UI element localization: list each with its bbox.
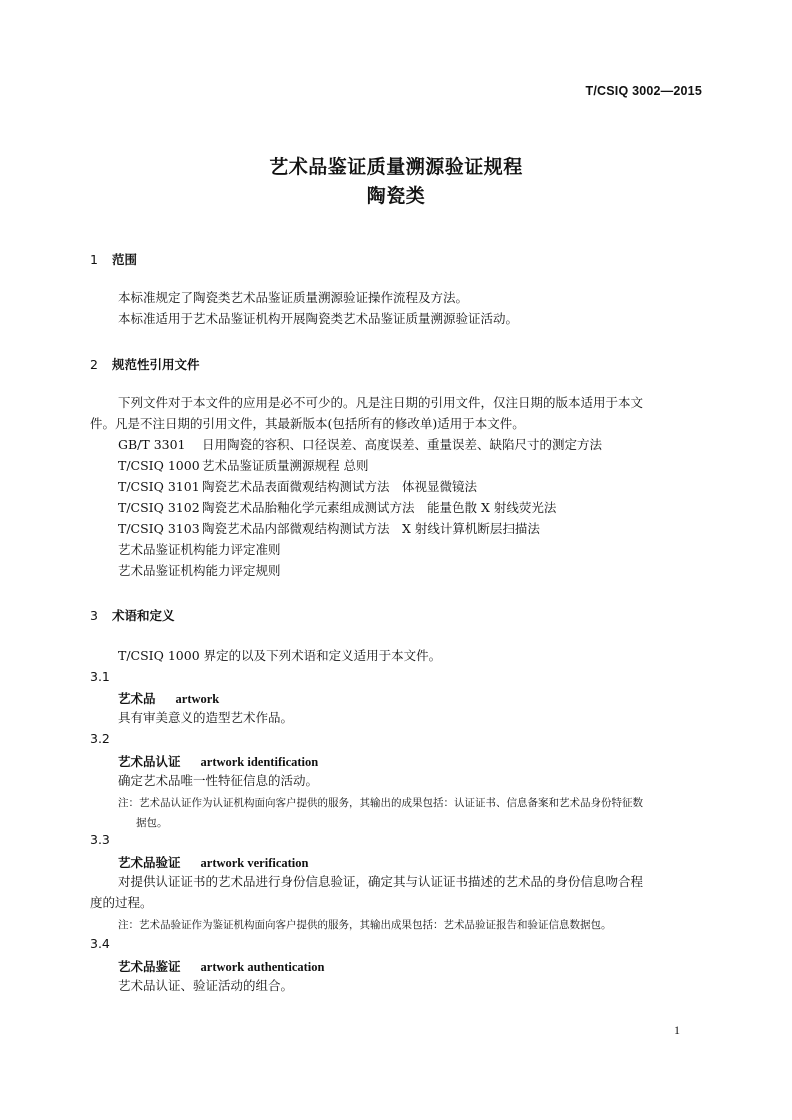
document-subtitle: 陶瓷类 <box>366 185 426 207</box>
term-entry <box>118 957 324 975</box>
reference-code: GB/T 3301 <box>118 437 186 452</box>
term-zh: 艺术品鉴证 <box>118 959 181 974</box>
normative-reference <box>118 458 368 474</box>
section-number: 3 <box>90 608 98 623</box>
reference-title: 陶瓷艺术品内部微观结构测试方法 X 射线计算机断层扫描法 <box>202 521 540 536</box>
term-entry <box>118 752 318 770</box>
normative-reference <box>118 437 602 453</box>
normative-reference <box>118 479 477 495</box>
reference-code: T/CSIQ 3102 <box>118 500 200 515</box>
reference-code: T/CSIQ 3103 <box>118 521 200 536</box>
section-title: 范围 <box>112 252 138 267</box>
page-number: 1 <box>674 1023 680 1037</box>
term-en: artwork authentication <box>200 960 325 974</box>
paragraph: 下列文件对于本文件的应用是必不可少的。凡是注日期的引用文件，仅注日期的版本适用于本文 <box>118 395 644 410</box>
term-definition: 确定艺术品唯一性特征信息的活动。 <box>118 773 319 788</box>
reference-title: 陶瓷艺术品胎釉化学元素组成测试方法 能量色散 X 射线荧光法 <box>202 500 557 515</box>
term-entry <box>118 689 219 707</box>
reference-code: T/CSIQ 3101 <box>118 479 200 494</box>
document-title: 艺术品鉴证质量溯源验证规程 <box>269 156 523 178</box>
section-number: 1 <box>90 252 98 267</box>
term-number: 3.1 <box>90 669 110 684</box>
section-title: 术语和定义 <box>112 608 175 623</box>
normative-reference <box>118 500 556 516</box>
term-note: 注：艺术品验证作为鉴证机构面向客户提供的服务，其输出成果包括：艺术品验证报告和验证信息数据包。 <box>118 919 612 931</box>
paragraph: T/CSIQ 1000 界定的以及下列术语和定义适用于本文件。 <box>118 648 442 663</box>
paragraph: 本标准规定了陶瓷类艺术品鉴证质量溯源验证操作流程及方法。 <box>118 290 469 305</box>
normative-reference <box>118 521 540 537</box>
term-definition-continuation: 度的过程。 <box>90 895 153 910</box>
term-zh: 艺术品认证 <box>118 754 181 769</box>
reference-code: T/CSIQ 1000 <box>118 458 200 473</box>
section-title: 规范性引用文件 <box>112 357 200 372</box>
term-definition: 具有审美意义的造型艺术作品。 <box>118 710 294 725</box>
term-entry <box>118 853 308 871</box>
term-number: 3.2 <box>90 731 110 746</box>
term-zh: 艺术品验证 <box>118 855 181 870</box>
section-2-heading <box>90 355 200 373</box>
standard-code: T/CSIQ 3002—2015 <box>585 84 702 98</box>
reference-title: 陶瓷艺术品表面微观结构测试方法 体视显微镜法 <box>202 479 478 494</box>
section-1-heading <box>90 250 137 268</box>
term-en: artwork identification <box>200 755 319 769</box>
section-number: 2 <box>90 357 98 372</box>
term-en: artwork <box>175 692 220 706</box>
normative-reference: 艺术品鉴证机构能力评定规则 <box>118 563 281 578</box>
normative-reference: 艺术品鉴证机构能力评定准则 <box>118 542 281 557</box>
term-en: artwork verification <box>200 856 309 870</box>
term-zh: 艺术品 <box>118 691 156 706</box>
paragraph: 本标准适用于艺术品鉴证机构开展陶瓷类艺术品鉴证质量溯源验证活动。 <box>118 311 519 326</box>
term-number: 3.3 <box>90 832 110 847</box>
term-definition: 对提供认证证书的艺术品进行身份信息验证，确定其与认证证书描述的艺术品的身份信息吻合程 <box>118 874 644 889</box>
term-number: 3.4 <box>90 936 110 951</box>
reference-title: 艺术品鉴证质量溯源规程 总则 <box>202 458 369 473</box>
term-note-continuation: 据包。 <box>136 817 168 829</box>
term-definition: 艺术品认证、验证活动的组合。 <box>118 978 294 993</box>
reference-title: 日用陶瓷的容积、口径误差、高度误差、重量误差、缺陷尺寸的测定方法 <box>202 437 603 452</box>
paragraph-continuation: 件。凡是不注日期的引用文件，其最新版本(包括所有的修改单)适用于本文件。 <box>90 416 525 431</box>
section-3-heading <box>90 606 175 624</box>
term-note: 注：艺术品认证作为认证机构面向客户提供的服务，其输出的成果包括：认证证书、信息备案和艺术品身份特征数 <box>118 797 643 809</box>
